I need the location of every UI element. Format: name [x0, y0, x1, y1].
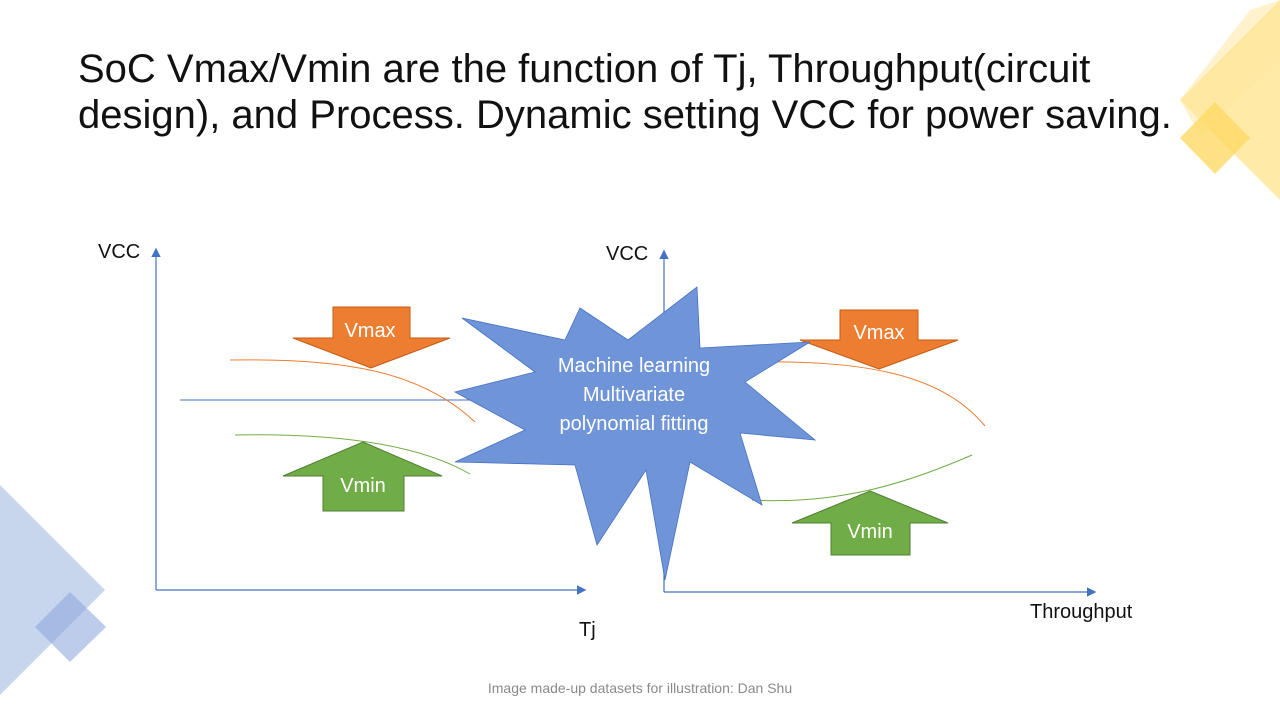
left-vmin-label: Vmin: [340, 475, 386, 497]
left-vmax-label: Vmax: [344, 320, 396, 342]
right-y-axis-label: VCC: [606, 243, 649, 265]
starburst-line-1: Machine learning: [557, 355, 711, 377]
slide-footer-credit: Image made-up datasets for illustration: Dan Shu: [487, 680, 793, 696]
right-vmax-label: Vmax: [853, 322, 905, 344]
machine-learning-starburst: [455, 287, 815, 580]
left-vmax-curve: [230, 360, 475, 422]
right-x-axis-label: Throughput: [1030, 601, 1133, 623]
starburst-line-3: polynomial fitting: [559, 413, 709, 435]
slide-title: SoC Vmax/Vmin are the function of Tj, Throughput(circuit design), and Process. Dynamic setting VCC for power saving.: [78, 47, 1172, 137]
deco-diamond-blue-large: [0, 485, 105, 695]
left-x-axis-label: Tj: [579, 619, 596, 641]
starburst-line-2: Multivariate: [582, 384, 686, 406]
left-y-axis-label: VCC: [98, 241, 141, 263]
right-vmin-label: Vmin: [847, 521, 893, 543]
